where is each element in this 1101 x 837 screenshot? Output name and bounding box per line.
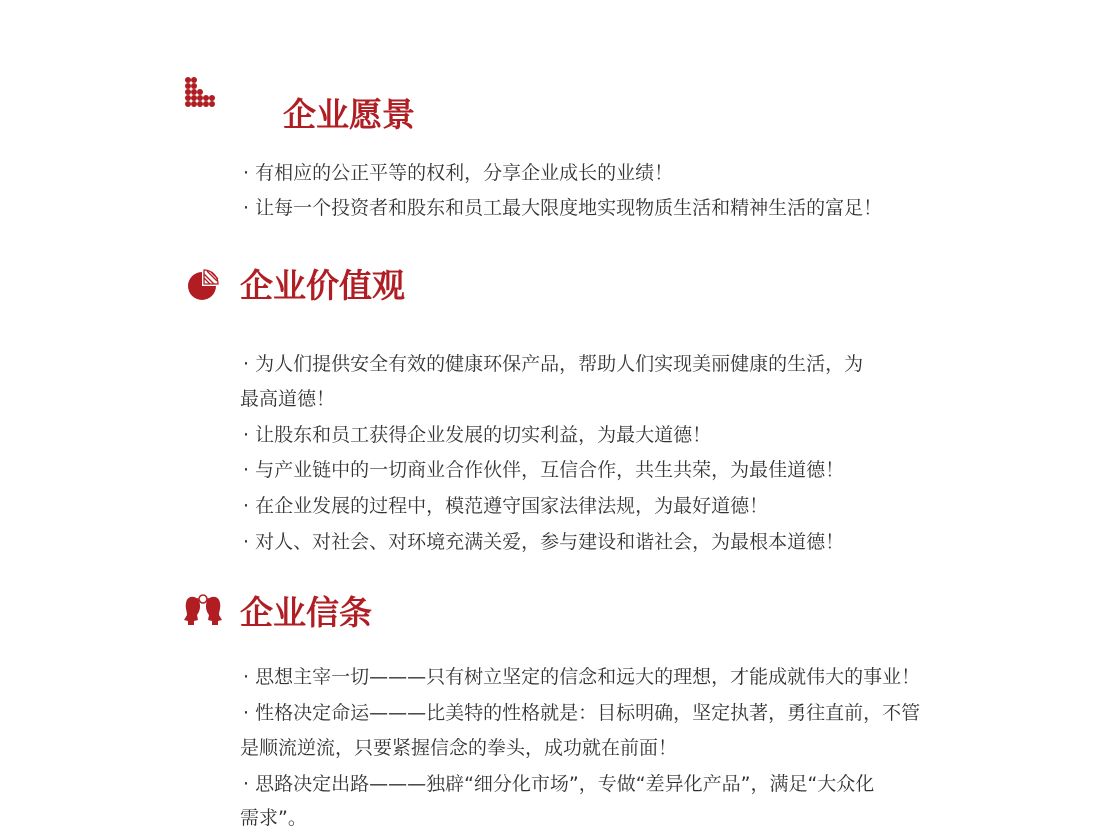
creed-line: · 思路决定出路———独辟“细分化市场”，专做“差异化产品”，满足“大众化 — [243, 773, 875, 795]
values-line: · 对人、对社会、对环境充满关爱，参与建设和谐社会，为最根本道德！ — [243, 531, 845, 553]
creed-line: · 性格决定命运———比美特的性格就是：目标明确，坚定执著，勇往直前，不管 — [243, 702, 921, 724]
values-line: · 让股东和员工获得企业发展的切实利益，为最大道德！ — [243, 424, 712, 446]
creed-line: 是顺流逆流，只要紧握信念的拳头，成功就在前面！ — [240, 737, 678, 759]
creed-line: 需求”。 — [240, 807, 307, 829]
values-title: 企业价值观 — [240, 266, 405, 305]
two-heads-icon — [183, 592, 223, 626]
values-line: · 在企业发展的过程中，模范遵守国家法律法规，为最好道德！ — [243, 495, 769, 517]
creed-title: 企业信条 — [240, 593, 372, 632]
values-line: 最高道德！ — [240, 388, 336, 410]
pie-chart-icon — [184, 267, 220, 303]
values-line: · 为人们提供安全有效的健康环保产品，帮助人们实现美丽健康的生活，为 — [243, 353, 864, 375]
values-line: · 与产业链中的一切商业合作伙伴，互信合作，共生共荣，为最佳道德！ — [243, 459, 845, 481]
creed-line: · 思想主宰一切———只有树立坚定的信念和远大的理想，才能成就伟大的事业！ — [243, 666, 921, 688]
dots-grid-icon — [184, 76, 220, 110]
vision-title: 企业愿景 — [283, 95, 415, 134]
vision-line: · 让每一个投资者和股东和员工最大限度地实现物质生活和精神生活的富足！ — [243, 197, 883, 219]
vision-line: · 有相应的公正平等的权利，分享企业成长的业绩！ — [243, 162, 674, 184]
